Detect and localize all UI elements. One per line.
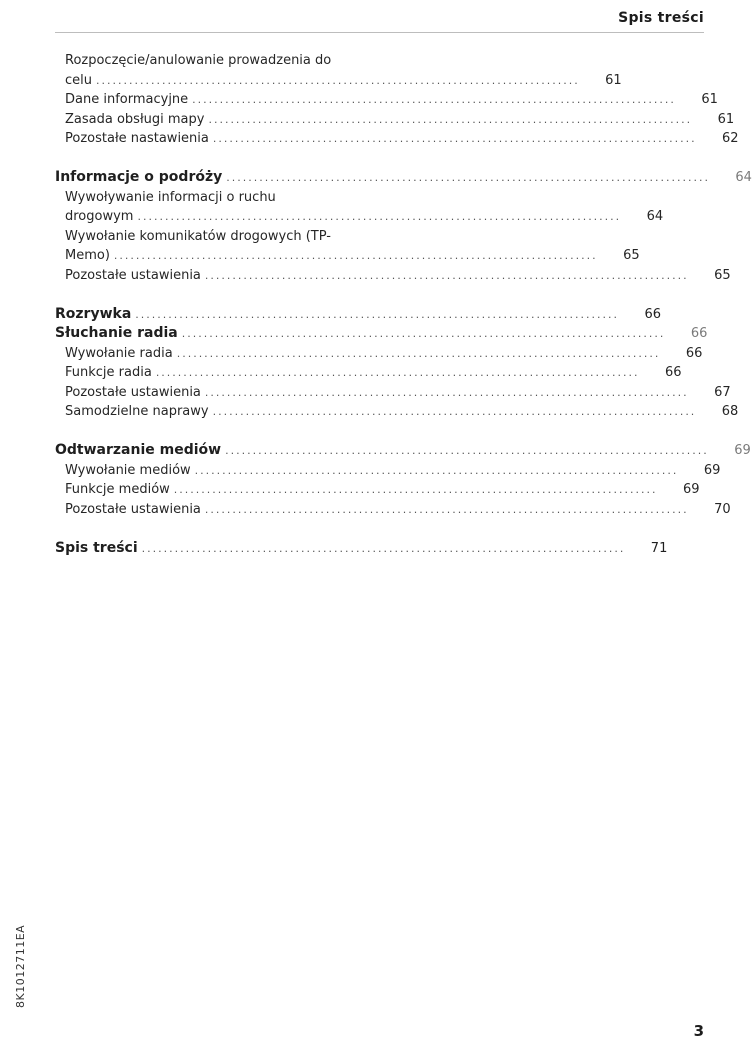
section-gap: [55, 519, 375, 539]
toc-section-heading[interactable]: [55, 441, 751, 461]
toc-section-page: 69: [734, 443, 751, 458]
toc-entry-label: Samodzielne naprawy: [65, 404, 209, 419]
dot-leader: ........................................................................................: [212, 132, 697, 145]
dot-leader: ........................................................................................: [204, 268, 689, 282]
toc-entry-label: Memo): [65, 248, 110, 263]
toc-chapter-page: 71: [650, 540, 668, 556]
toc-entry-label: Wywołanie radia: [65, 345, 173, 361]
toc-entry-page: 68: [721, 404, 739, 419]
toc-chapter-heading[interactable]: [55, 539, 668, 559]
toc-entry[interactable]: [55, 207, 664, 227]
dot-leader: ........................................................................................: [181, 327, 666, 340]
toc-chapter-page: 64: [735, 170, 752, 185]
toc-entry-page: 62: [722, 131, 739, 146]
section-gap: [55, 422, 375, 442]
toc-entry[interactable]: [55, 266, 731, 286]
toc-entry[interactable]: [55, 188, 375, 208]
table-of-contents: [55, 51, 752, 558]
toc-entry-label: Funkcje mediów: [65, 482, 170, 497]
toc-section-page: 66: [690, 326, 708, 341]
toc-entry-label: Dane informacyjne: [65, 92, 189, 107]
toc-entry-page: 69: [703, 462, 721, 478]
toc-entry-page: 65: [623, 248, 640, 263]
page-header-title: Spis treści: [618, 10, 704, 26]
toc-entry-label: Wywołanie mediów: [65, 462, 191, 478]
dot-leader: ........................................................................................: [225, 444, 709, 457]
header-divider: [55, 32, 704, 33]
toc-section-heading[interactable]: [55, 324, 708, 344]
dot-leader: ........................................................................................: [96, 73, 580, 87]
toc-chapter-label: Rozrywka: [55, 305, 132, 322]
section-gap: [55, 149, 375, 169]
toc-chapter-heading[interactable]: [55, 168, 752, 188]
toc-entry-label: Funkcje radia: [65, 365, 152, 380]
dot-leader: ........................................................................................: [204, 502, 689, 516]
toc-entry[interactable]: [55, 402, 739, 422]
toc-entry[interactable]: [55, 110, 735, 130]
toc-entry-page: 66: [685, 345, 703, 361]
dot-leader: ........................................................................................: [192, 93, 676, 106]
dot-leader: ........................................................................................: [135, 307, 619, 321]
toc-entry[interactable]: [55, 227, 375, 247]
toc-entry-page: 61: [605, 72, 622, 88]
toc-entry-page: 64: [646, 209, 664, 224]
toc-entry-page: 65: [714, 267, 731, 283]
toc-entry-page: 61: [701, 92, 718, 107]
toc-chapter-heading[interactable]: [55, 305, 661, 325]
toc-entry-label: Pozostałe ustawienia: [65, 384, 201, 400]
dot-leader: ........................................................................................: [137, 210, 622, 223]
document-code: 8K1012711EA: [14, 924, 27, 1008]
dot-leader: ........................................................................................: [155, 366, 640, 379]
dot-leader: ........................................................................................: [194, 463, 679, 477]
toc-entry-label: celu: [65, 72, 92, 88]
toc-entry-label: Pozostałe ustawienia: [65, 267, 201, 283]
toc-entry[interactable]: [55, 129, 739, 149]
page-number: 3: [693, 1022, 704, 1040]
toc-entry-page: 70: [714, 501, 731, 517]
dot-leader: ........................................................................................: [212, 405, 697, 418]
toc-entry[interactable]: [55, 363, 682, 383]
toc-entry-page: 69: [682, 482, 700, 497]
toc-entry[interactable]: [55, 500, 731, 520]
toc-entry[interactable]: [55, 90, 718, 110]
toc-entry[interactable]: [55, 71, 622, 91]
toc-entry-page: 67: [714, 384, 731, 400]
dot-leader: ........................................................................................: [113, 249, 598, 262]
toc-chapter-page: 66: [644, 306, 661, 322]
toc-entry[interactable]: [55, 344, 703, 364]
toc-entry-label: Pozostałe nastawienia: [65, 131, 209, 146]
toc-section-label: Słuchanie radia: [55, 325, 178, 341]
dot-leader: ........................................................................................: [208, 112, 693, 126]
dot-leader: ........................................................................................: [176, 346, 661, 360]
toc-section-label: Odtwarzanie mediów: [55, 442, 222, 458]
dot-leader: ........................................................................................: [226, 171, 710, 184]
toc-entry-label: Pozostałe ustawienia: [65, 501, 201, 517]
toc-entry-label: drogowym: [65, 209, 134, 224]
toc-entry-label: Zasada obsługi mapy: [65, 111, 205, 127]
toc-entry-label: Wywołanie komunikatów drogowych (TP-: [65, 228, 331, 244]
toc-entry[interactable]: [55, 461, 721, 481]
dot-leader: ........................................................................................: [204, 385, 689, 399]
toc-entry-page: 66: [664, 365, 682, 380]
toc-entry[interactable]: [55, 51, 375, 71]
toc-entry[interactable]: [55, 383, 731, 403]
dot-leader: ........................................................................................: [141, 541, 626, 555]
toc-entry-page: 61: [717, 111, 735, 127]
dot-leader: ........................................................................................: [173, 483, 658, 496]
toc-entry[interactable]: [55, 246, 640, 266]
toc-entry-label: Wywoływanie informacji o ruchu: [65, 189, 276, 205]
toc-chapter-label: Informacje o podróży: [55, 169, 223, 185]
toc-entry[interactable]: [55, 480, 700, 500]
section-gap: [55, 285, 375, 305]
toc-chapter-label: Spis treści: [55, 539, 138, 556]
toc-entry-label: Rozpoczęcie/anulowanie prowadzenia do: [65, 53, 332, 68]
